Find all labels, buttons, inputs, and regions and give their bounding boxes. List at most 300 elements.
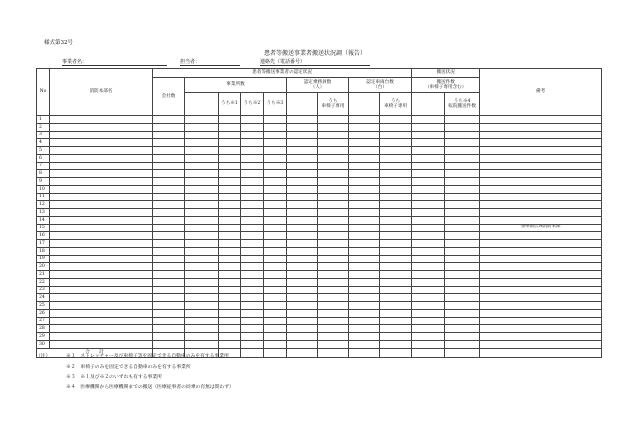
data-cell[interactable] bbox=[241, 325, 264, 333]
data-cell[interactable] bbox=[219, 333, 241, 341]
data-cell[interactable] bbox=[241, 201, 264, 209]
remarks-cell[interactable] bbox=[480, 178, 602, 186]
data-cell[interactable] bbox=[445, 193, 480, 201]
data-cell[interactable] bbox=[380, 224, 412, 232]
data-cell[interactable] bbox=[318, 340, 349, 348]
data-cell[interactable] bbox=[380, 294, 412, 302]
remarks-cell[interactable] bbox=[480, 309, 602, 317]
data-cell[interactable] bbox=[219, 294, 241, 302]
data-cell[interactable] bbox=[349, 178, 380, 186]
data-cell[interactable] bbox=[185, 162, 219, 170]
data-cell[interactable] bbox=[412, 309, 445, 317]
data-cell[interactable] bbox=[445, 116, 480, 124]
data-cell[interactable] bbox=[287, 201, 318, 209]
data-cell[interactable] bbox=[153, 170, 185, 178]
data-cell[interactable] bbox=[380, 162, 412, 170]
data-cell[interactable] bbox=[241, 154, 264, 162]
data-cell[interactable] bbox=[349, 340, 380, 348]
data-cell[interactable] bbox=[349, 139, 380, 147]
data-cell[interactable] bbox=[287, 271, 318, 279]
data-cell[interactable] bbox=[445, 131, 480, 139]
data-cell[interactable] bbox=[241, 224, 264, 232]
data-cell[interactable] bbox=[153, 271, 185, 279]
data-cell[interactable] bbox=[153, 294, 185, 302]
data-cell[interactable] bbox=[241, 162, 264, 170]
total-cell[interactable] bbox=[480, 348, 602, 357]
data-cell[interactable] bbox=[318, 185, 349, 193]
data-cell[interactable] bbox=[380, 286, 412, 294]
data-cell[interactable] bbox=[153, 154, 185, 162]
data-cell[interactable] bbox=[287, 232, 318, 240]
data-cell[interactable] bbox=[318, 317, 349, 325]
data-cell[interactable] bbox=[219, 286, 241, 294]
data-cell[interactable] bbox=[153, 216, 185, 224]
data-cell[interactable] bbox=[287, 131, 318, 139]
data-cell[interactable] bbox=[241, 216, 264, 224]
data-cell[interactable] bbox=[264, 247, 287, 255]
data-cell[interactable] bbox=[219, 116, 241, 124]
data-cell[interactable] bbox=[50, 193, 153, 201]
data-cell[interactable] bbox=[380, 209, 412, 217]
data-cell[interactable] bbox=[264, 240, 287, 248]
data-cell[interactable] bbox=[445, 185, 480, 193]
remarks-cell[interactable] bbox=[480, 302, 602, 310]
data-cell[interactable] bbox=[445, 271, 480, 279]
data-cell[interactable] bbox=[380, 255, 412, 263]
data-cell[interactable] bbox=[50, 240, 153, 248]
data-cell[interactable] bbox=[153, 201, 185, 209]
data-cell[interactable] bbox=[185, 116, 219, 124]
data-cell[interactable] bbox=[318, 116, 349, 124]
data-cell[interactable] bbox=[219, 240, 241, 248]
data-cell[interactable] bbox=[185, 271, 219, 279]
data-cell[interactable] bbox=[318, 224, 349, 232]
data-cell[interactable] bbox=[185, 185, 219, 193]
data-cell[interactable] bbox=[287, 139, 318, 147]
data-cell[interactable] bbox=[380, 123, 412, 131]
data-cell[interactable] bbox=[445, 263, 480, 271]
data-cell[interactable] bbox=[445, 309, 480, 317]
remarks-cell[interactable] bbox=[480, 201, 602, 209]
data-cell[interactable] bbox=[219, 247, 241, 255]
data-cell[interactable] bbox=[219, 309, 241, 317]
remarks-cell[interactable] bbox=[480, 333, 602, 341]
data-cell[interactable] bbox=[153, 162, 185, 170]
data-cell[interactable] bbox=[380, 333, 412, 341]
data-cell[interactable] bbox=[153, 209, 185, 217]
data-cell[interactable] bbox=[264, 317, 287, 325]
data-cell[interactable] bbox=[445, 247, 480, 255]
data-cell[interactable] bbox=[185, 201, 219, 209]
data-cell[interactable] bbox=[50, 325, 153, 333]
data-cell[interactable] bbox=[50, 286, 153, 294]
data-cell[interactable] bbox=[380, 271, 412, 279]
data-cell[interactable] bbox=[264, 333, 287, 341]
data-cell[interactable] bbox=[287, 294, 318, 302]
data-cell[interactable] bbox=[318, 294, 349, 302]
data-cell[interactable] bbox=[380, 147, 412, 155]
data-cell[interactable] bbox=[445, 147, 480, 155]
data-cell[interactable] bbox=[185, 340, 219, 348]
data-cell[interactable] bbox=[185, 286, 219, 294]
remarks-cell[interactable] bbox=[480, 216, 602, 224]
data-cell[interactable] bbox=[287, 240, 318, 248]
total-cell[interactable] bbox=[264, 348, 287, 357]
remarks-cell[interactable] bbox=[480, 294, 602, 302]
data-cell[interactable] bbox=[445, 286, 480, 294]
data-cell[interactable] bbox=[241, 294, 264, 302]
data-cell[interactable] bbox=[380, 263, 412, 271]
data-cell[interactable] bbox=[219, 340, 241, 348]
data-cell[interactable] bbox=[445, 123, 480, 131]
data-cell[interactable] bbox=[153, 263, 185, 271]
data-cell[interactable] bbox=[50, 209, 153, 217]
data-cell[interactable] bbox=[412, 224, 445, 232]
remarks-cell[interactable] bbox=[480, 286, 602, 294]
data-cell[interactable] bbox=[219, 317, 241, 325]
data-cell[interactable] bbox=[185, 123, 219, 131]
data-cell[interactable] bbox=[412, 178, 445, 186]
data-cell[interactable] bbox=[287, 224, 318, 232]
remarks-cell[interactable] bbox=[480, 185, 602, 193]
data-cell[interactable] bbox=[50, 255, 153, 263]
data-cell[interactable] bbox=[412, 170, 445, 178]
data-cell[interactable] bbox=[445, 325, 480, 333]
remarks-cell[interactable] bbox=[480, 193, 602, 201]
data-cell[interactable] bbox=[349, 224, 380, 232]
remarks-cell[interactable] bbox=[480, 317, 602, 325]
data-cell[interactable] bbox=[287, 317, 318, 325]
data-cell[interactable] bbox=[380, 216, 412, 224]
data-cell[interactable] bbox=[412, 154, 445, 162]
data-cell[interactable] bbox=[287, 309, 318, 317]
data-cell[interactable] bbox=[445, 232, 480, 240]
data-cell[interactable] bbox=[412, 263, 445, 271]
remarks-cell[interactable] bbox=[480, 123, 602, 131]
data-cell[interactable] bbox=[185, 278, 219, 286]
data-cell[interactable] bbox=[318, 216, 349, 224]
data-cell[interactable] bbox=[412, 240, 445, 248]
data-cell[interactable] bbox=[241, 263, 264, 271]
data-cell[interactable] bbox=[185, 302, 219, 310]
data-cell[interactable] bbox=[318, 309, 349, 317]
data-cell[interactable] bbox=[185, 232, 219, 240]
data-cell[interactable] bbox=[380, 178, 412, 186]
data-cell[interactable] bbox=[349, 123, 380, 131]
data-cell[interactable] bbox=[318, 193, 349, 201]
data-cell[interactable] bbox=[445, 178, 480, 186]
data-cell[interactable] bbox=[185, 178, 219, 186]
data-cell[interactable] bbox=[241, 240, 264, 248]
data-cell[interactable] bbox=[287, 162, 318, 170]
data-cell[interactable] bbox=[318, 333, 349, 341]
data-cell[interactable] bbox=[219, 278, 241, 286]
data-cell[interactable] bbox=[318, 286, 349, 294]
data-cell[interactable] bbox=[287, 325, 318, 333]
data-cell[interactable] bbox=[219, 162, 241, 170]
data-cell[interactable] bbox=[153, 340, 185, 348]
data-cell[interactable] bbox=[287, 123, 318, 131]
data-cell[interactable] bbox=[50, 170, 153, 178]
data-cell[interactable] bbox=[349, 271, 380, 279]
data-cell[interactable] bbox=[349, 232, 380, 240]
data-cell[interactable] bbox=[380, 247, 412, 255]
data-cell[interactable] bbox=[153, 240, 185, 248]
data-cell[interactable] bbox=[318, 178, 349, 186]
data-cell[interactable] bbox=[241, 232, 264, 240]
data-cell[interactable] bbox=[318, 162, 349, 170]
data-cell[interactable] bbox=[349, 116, 380, 124]
data-cell[interactable] bbox=[264, 178, 287, 186]
data-cell[interactable] bbox=[287, 255, 318, 263]
data-cell[interactable] bbox=[445, 216, 480, 224]
data-cell[interactable] bbox=[264, 255, 287, 263]
remarks-cell[interactable] bbox=[480, 271, 602, 279]
data-cell[interactable] bbox=[264, 278, 287, 286]
data-cell[interactable] bbox=[318, 170, 349, 178]
data-cell[interactable] bbox=[445, 302, 480, 310]
data-cell[interactable] bbox=[153, 193, 185, 201]
data-cell[interactable] bbox=[50, 302, 153, 310]
data-cell[interactable] bbox=[153, 278, 185, 286]
total-cell[interactable] bbox=[412, 348, 445, 357]
remarks-cell[interactable] bbox=[480, 116, 602, 124]
data-cell[interactable] bbox=[153, 255, 185, 263]
data-cell[interactable] bbox=[153, 147, 185, 155]
data-cell[interactable] bbox=[380, 154, 412, 162]
data-cell[interactable] bbox=[185, 247, 219, 255]
total-cell[interactable] bbox=[445, 348, 480, 357]
data-cell[interactable] bbox=[287, 340, 318, 348]
data-cell[interactable] bbox=[287, 263, 318, 271]
data-cell[interactable] bbox=[264, 139, 287, 147]
data-cell[interactable] bbox=[412, 286, 445, 294]
data-cell[interactable] bbox=[264, 325, 287, 333]
data-cell[interactable] bbox=[445, 255, 480, 263]
data-cell[interactable] bbox=[318, 247, 349, 255]
data-cell[interactable] bbox=[349, 325, 380, 333]
data-cell[interactable] bbox=[349, 216, 380, 224]
data-cell[interactable] bbox=[318, 325, 349, 333]
data-cell[interactable] bbox=[241, 139, 264, 147]
data-cell[interactable] bbox=[380, 131, 412, 139]
data-cell[interactable] bbox=[445, 224, 480, 232]
data-cell[interactable] bbox=[412, 162, 445, 170]
data-cell[interactable] bbox=[153, 139, 185, 147]
data-cell[interactable] bbox=[349, 170, 380, 178]
data-cell[interactable] bbox=[241, 131, 264, 139]
data-cell[interactable] bbox=[264, 209, 287, 217]
data-cell[interactable] bbox=[50, 294, 153, 302]
data-cell[interactable] bbox=[219, 224, 241, 232]
data-cell[interactable] bbox=[153, 325, 185, 333]
data-cell[interactable] bbox=[349, 247, 380, 255]
data-cell[interactable] bbox=[264, 263, 287, 271]
remarks-cell[interactable] bbox=[480, 154, 602, 162]
data-cell[interactable] bbox=[50, 147, 153, 155]
data-cell[interactable] bbox=[264, 116, 287, 124]
data-cell[interactable] bbox=[264, 216, 287, 224]
data-cell[interactable] bbox=[318, 302, 349, 310]
data-cell[interactable] bbox=[412, 201, 445, 209]
data-cell[interactable] bbox=[153, 317, 185, 325]
data-cell[interactable] bbox=[349, 255, 380, 263]
data-cell[interactable] bbox=[349, 201, 380, 209]
data-cell[interactable] bbox=[445, 317, 480, 325]
total-cell[interactable] bbox=[318, 348, 349, 357]
data-cell[interactable] bbox=[412, 232, 445, 240]
data-cell[interactable] bbox=[50, 162, 153, 170]
data-cell[interactable] bbox=[219, 209, 241, 217]
data-cell[interactable] bbox=[219, 131, 241, 139]
data-cell[interactable] bbox=[264, 193, 287, 201]
data-cell[interactable] bbox=[185, 325, 219, 333]
data-cell[interactable] bbox=[264, 170, 287, 178]
data-cell[interactable] bbox=[412, 216, 445, 224]
data-cell[interactable] bbox=[185, 139, 219, 147]
data-cell[interactable] bbox=[50, 178, 153, 186]
data-cell[interactable] bbox=[349, 131, 380, 139]
data-cell[interactable] bbox=[287, 247, 318, 255]
data-cell[interactable] bbox=[219, 178, 241, 186]
data-cell[interactable] bbox=[318, 271, 349, 279]
data-cell[interactable] bbox=[318, 278, 349, 286]
data-cell[interactable] bbox=[380, 193, 412, 201]
data-cell[interactable] bbox=[241, 302, 264, 310]
data-cell[interactable] bbox=[219, 193, 241, 201]
data-cell[interactable] bbox=[380, 139, 412, 147]
data-cell[interactable] bbox=[219, 139, 241, 147]
data-cell[interactable] bbox=[241, 178, 264, 186]
data-cell[interactable] bbox=[412, 116, 445, 124]
data-cell[interactable] bbox=[50, 317, 153, 325]
data-cell[interactable] bbox=[153, 116, 185, 124]
data-cell[interactable] bbox=[287, 286, 318, 294]
data-cell[interactable] bbox=[50, 247, 153, 255]
data-cell[interactable] bbox=[241, 340, 264, 348]
data-cell[interactable] bbox=[349, 317, 380, 325]
data-cell[interactable] bbox=[50, 123, 153, 131]
data-cell[interactable] bbox=[153, 333, 185, 341]
data-cell[interactable] bbox=[241, 271, 264, 279]
data-cell[interactable] bbox=[50, 271, 153, 279]
data-cell[interactable] bbox=[185, 240, 219, 248]
data-cell[interactable] bbox=[349, 294, 380, 302]
data-cell[interactable] bbox=[318, 209, 349, 217]
data-cell[interactable] bbox=[287, 170, 318, 178]
data-cell[interactable] bbox=[219, 325, 241, 333]
data-cell[interactable] bbox=[412, 325, 445, 333]
data-cell[interactable] bbox=[380, 317, 412, 325]
data-cell[interactable] bbox=[219, 302, 241, 310]
remarks-cell[interactable] bbox=[480, 240, 602, 248]
data-cell[interactable] bbox=[318, 232, 349, 240]
data-cell[interactable] bbox=[264, 201, 287, 209]
data-cell[interactable] bbox=[50, 116, 153, 124]
data-cell[interactable] bbox=[241, 286, 264, 294]
data-cell[interactable] bbox=[219, 201, 241, 209]
data-cell[interactable] bbox=[153, 247, 185, 255]
data-cell[interactable] bbox=[219, 271, 241, 279]
data-cell[interactable] bbox=[412, 193, 445, 201]
data-cell[interactable] bbox=[445, 209, 480, 217]
data-cell[interactable] bbox=[153, 302, 185, 310]
data-cell[interactable] bbox=[445, 162, 480, 170]
remarks-cell[interactable] bbox=[480, 255, 602, 263]
data-cell[interactable] bbox=[318, 263, 349, 271]
data-cell[interactable] bbox=[412, 302, 445, 310]
data-cell[interactable] bbox=[153, 224, 185, 232]
data-cell[interactable] bbox=[241, 278, 264, 286]
remarks-cell[interactable] bbox=[480, 232, 602, 240]
data-cell[interactable] bbox=[185, 317, 219, 325]
data-cell[interactable] bbox=[185, 216, 219, 224]
data-cell[interactable] bbox=[219, 255, 241, 263]
data-cell[interactable] bbox=[50, 278, 153, 286]
data-cell[interactable] bbox=[349, 302, 380, 310]
data-cell[interactable] bbox=[185, 333, 219, 341]
data-cell[interactable] bbox=[185, 224, 219, 232]
total-cell[interactable] bbox=[241, 348, 264, 357]
remarks-cell[interactable] bbox=[480, 325, 602, 333]
data-cell[interactable] bbox=[349, 333, 380, 341]
data-cell[interactable] bbox=[287, 193, 318, 201]
data-cell[interactable] bbox=[349, 185, 380, 193]
data-cell[interactable] bbox=[412, 340, 445, 348]
data-cell[interactable] bbox=[349, 240, 380, 248]
data-cell[interactable] bbox=[445, 340, 480, 348]
data-cell[interactable] bbox=[318, 154, 349, 162]
data-cell[interactable] bbox=[380, 309, 412, 317]
data-cell[interactable] bbox=[264, 294, 287, 302]
data-cell[interactable] bbox=[318, 123, 349, 131]
data-cell[interactable] bbox=[287, 209, 318, 217]
data-cell[interactable] bbox=[50, 309, 153, 317]
remarks-cell[interactable]: 泉州南広域消防本部 bbox=[480, 224, 602, 232]
total-cell[interactable] bbox=[349, 348, 380, 357]
data-cell[interactable] bbox=[185, 147, 219, 155]
data-cell[interactable] bbox=[50, 232, 153, 240]
data-cell[interactable] bbox=[264, 224, 287, 232]
data-cell[interactable] bbox=[185, 193, 219, 201]
data-cell[interactable] bbox=[349, 162, 380, 170]
data-cell[interactable] bbox=[412, 294, 445, 302]
data-cell[interactable] bbox=[412, 278, 445, 286]
remarks-cell[interactable] bbox=[480, 139, 602, 147]
data-cell[interactable] bbox=[287, 178, 318, 186]
data-cell[interactable] bbox=[318, 131, 349, 139]
data-cell[interactable] bbox=[380, 201, 412, 209]
data-cell[interactable] bbox=[349, 263, 380, 271]
data-cell[interactable] bbox=[219, 154, 241, 162]
data-cell[interactable] bbox=[241, 123, 264, 131]
data-cell[interactable] bbox=[185, 209, 219, 217]
data-cell[interactable] bbox=[219, 232, 241, 240]
data-cell[interactable] bbox=[287, 185, 318, 193]
data-cell[interactable] bbox=[380, 278, 412, 286]
data-cell[interactable] bbox=[241, 333, 264, 341]
data-cell[interactable] bbox=[264, 147, 287, 155]
data-cell[interactable] bbox=[264, 286, 287, 294]
data-cell[interactable] bbox=[153, 178, 185, 186]
data-cell[interactable] bbox=[50, 216, 153, 224]
data-cell[interactable] bbox=[445, 154, 480, 162]
data-cell[interactable] bbox=[287, 278, 318, 286]
data-cell[interactable] bbox=[318, 139, 349, 147]
data-cell[interactable] bbox=[380, 170, 412, 178]
data-cell[interactable] bbox=[153, 123, 185, 131]
total-cell[interactable] bbox=[287, 348, 318, 357]
